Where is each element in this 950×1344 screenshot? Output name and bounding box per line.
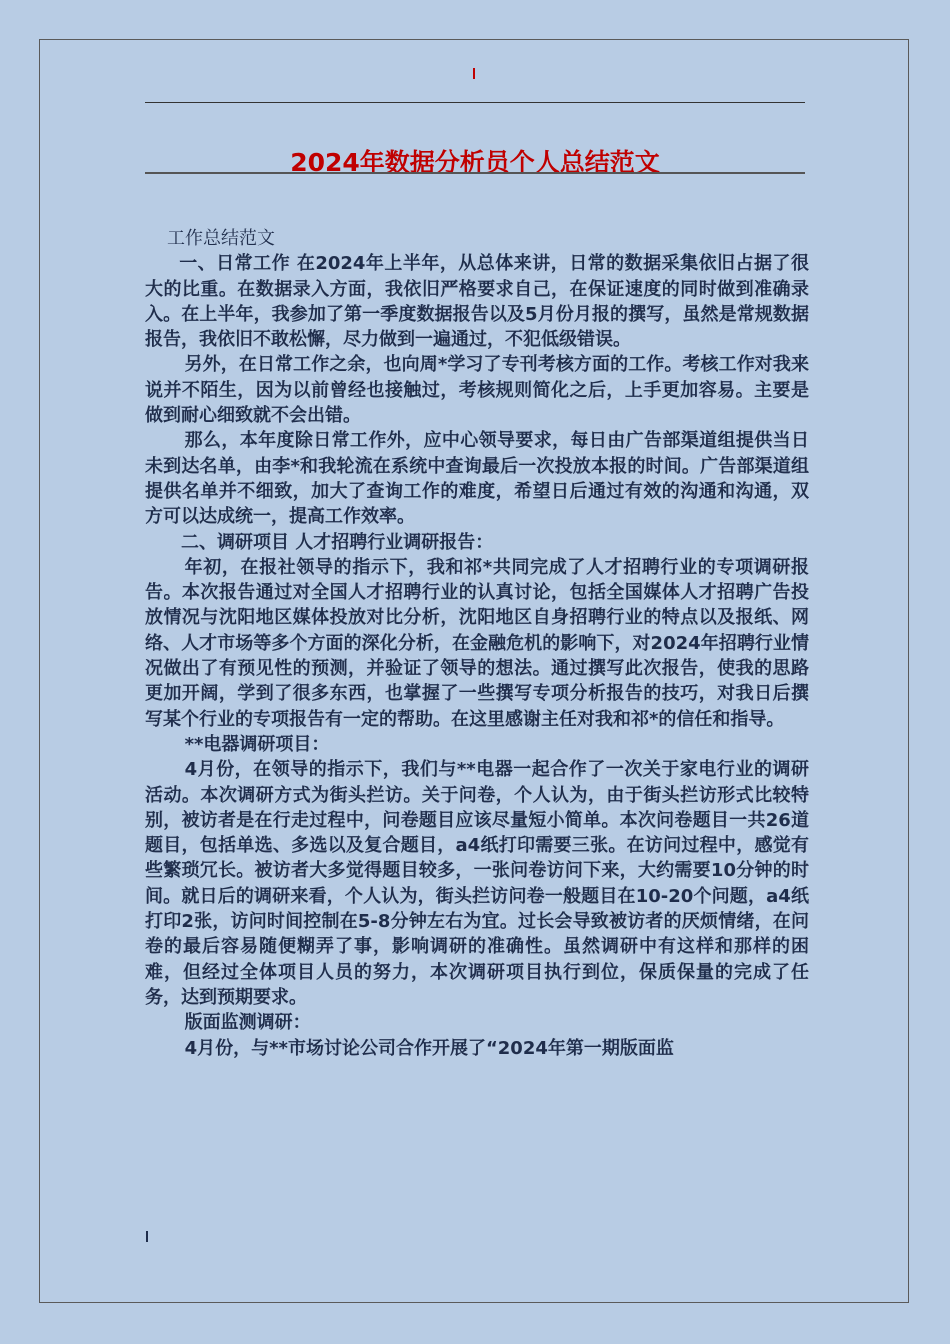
paragraph: 另外，在日常工作之余，也向周*学习了专刊考核方面的工作。考核工作对我来说并不陌生，因为以前曾经也接触过，考核规则简化之后，上手更加容易。主要是做到耐心细致就不会出错。 [145,354,809,427]
paragraph: 4月份，与**市场讨论公司合作开展了“2024年第一期版面监 [184,1037,674,1059]
paragraph: 年初，在报社领导的指示下，我和祁*共同完成了人才招聘行业的专项调研报告。本次报告通过对全国人才招聘行业的认真讨论，包括全国媒体人才招聘广告投放情况与沈阳地区媒体投放对比分析，沈阳地区自身招聘行业的特点以及报纸、网络、人才市场等多个方面的深化分析，在金融危机的影响下，对2024年招聘行业情况做出了有预见性的预测，并验证了领导的想法。通过撰写此次报告，使我的思路更加开阔，学到了很多东西，也掌握了一些撰写专项分析报告的技巧，对我日后撰写某个行业的专项报告有一定的帮助。在这里感谢主任对我和祁*的信任和指导。 [145,556,809,730]
section-heading: 版面监测调研： [184,1012,311,1034]
paragraph: 一、日常工作 在2024年上半年，从总体来讲，日常的数据采集依旧占据了很大的比重。在数据录入方面，我依旧严格要求自己，在保证速度的同时做到准确录入。在上半年，我参加了第一季度数据报告以及5月份月报的撰写，虽然是常规数据报告，我依旧不敢松懈，尽力做到一遍通过，不犯低级错误。 [145,253,809,351]
document-title: 2024年数据分析员个人总结范文 [290,147,660,177]
title-rule [145,172,805,174]
paragraph: 那么，本年度除日常工作外，应中心领导要求，每日由广告部渠道组提供当日未到达名单，由李*和我轮流在系统中查询最后一次投放本报的时间。广告部渠道组提供名单并不细致，加大了查询工作的难度，希望日后通过有效的沟通和沟通，双方可以达成统一，提高工作效率。 [145,430,809,528]
document-body [145,226,809,1061]
section-heading: 工作总结范文 [167,228,275,249]
paragraph: 4月份，在领导的指示下，我们与**电器一起合作了一次关于家电行业的调研活动。本次调研方式为街头拦访。关于问卷，个人认为，由于街头拦访形式比较特别，被访者是在行走过程中，问卷题目应该尽量短小简单。本次问卷题目一共26道题目，包括单选、多选以及复合题目，a4纸打印需要三张。在访问过程中，感觉有些繁琐冗长。被访者大多觉得题目较多，一张问卷访问下来，大约需要10分钟的时间。就日后的调研来看，个人认为，街头拦访问卷一般题目在10-20个问题，a4纸打印2张，访问时间控制在5-8分钟左右为宜。过长会导致被访者的厌烦情绪，在问卷的最后容易随便糊弄了事，影响调研的准确性。虽然调研中有这样和那样的困难，但经过全体项目人员的努力，本次调研项目执行到位，保质保量的完成了任务，达到预期要求。 [145,759,809,1008]
header-cursor-mark [473,68,475,79]
section-heading: **电器调研项目： [184,733,330,755]
footer-cursor-mark [146,1231,148,1242]
section-heading: 二、调研项目 人才招聘行业调研报告： [181,531,494,553]
header-rule [145,102,805,103]
